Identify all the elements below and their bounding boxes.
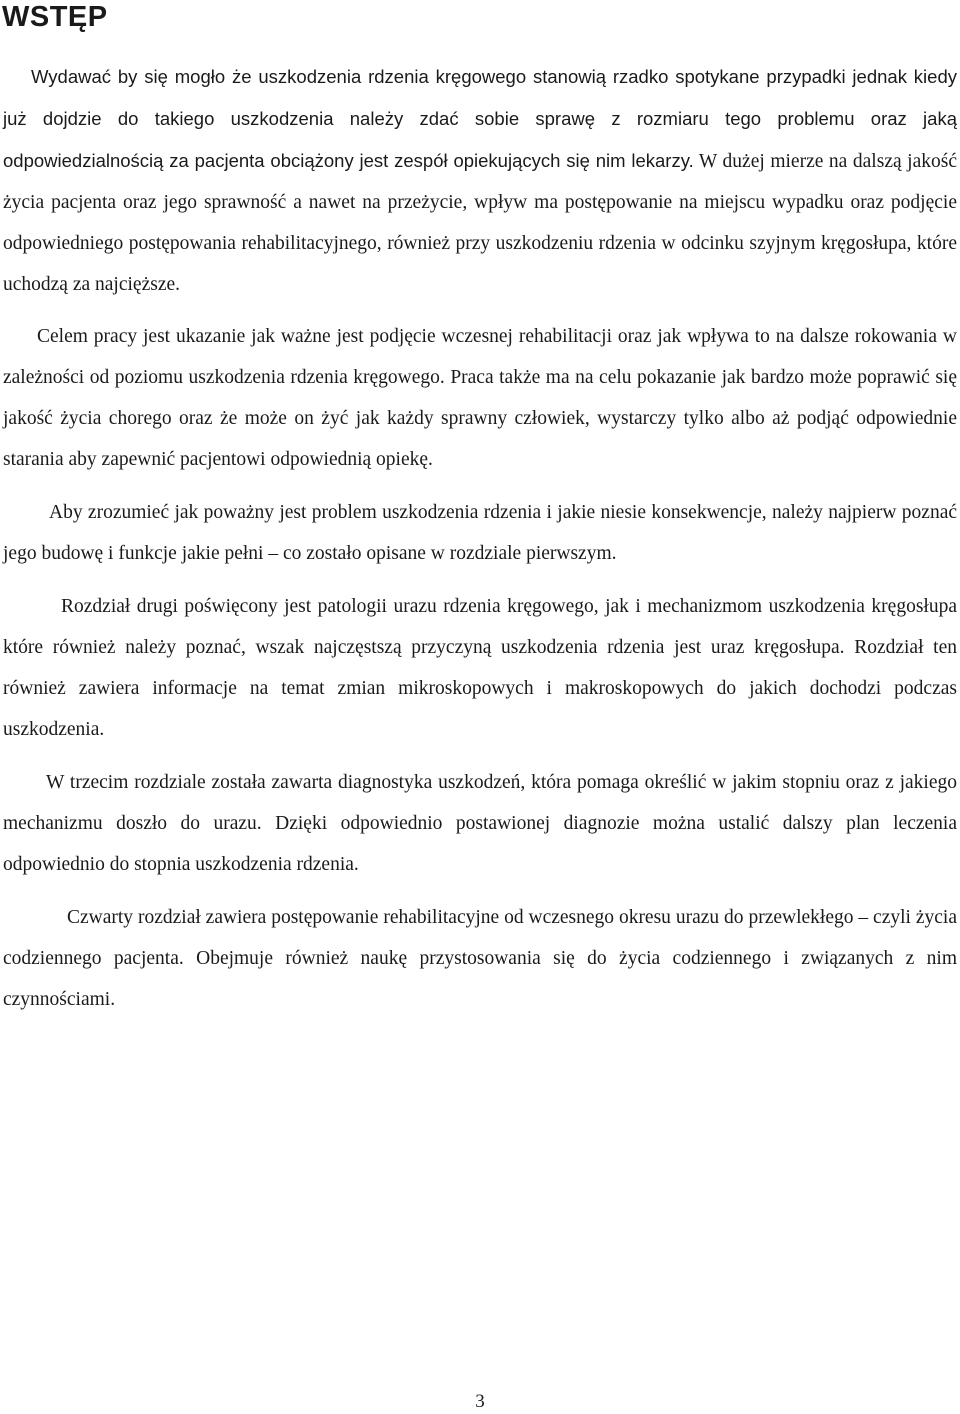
paragraph-chapter-3-text: W trzecim rozdziale została zawarta diagnostyka uszkodzeń, która pomaga określić w jakim stopniu oraz z jakiego mechanizmu doszło do urazu. Dzięki odpowiednio postawionej diagnozie można ustalić dalszy plan leczenia odpowiednio do stopnia uszkodzenia rdzenia.: [3, 772, 957, 875]
paragraph-chapter-1-text: Aby zrozumieć jak poważny jest problem uszkodzenia rdzenia i jakie niesie konsekwencje, należy najpierw poznać jego budowę i funkcje jakie pełni – co zostało opisane w rozdziale pierwszym.: [3, 502, 957, 564]
paragraph-chapter-2-text: Rozdział drugi poświęcony jest patologii urazu rdzenia kręgowego, jak i mechanizmom uszkodzenia kręgosłupa które również należy poznać, wszak najczęstszą przyczyną uszkodzenia rdzenia jest uraz kręgosłupa. Rozdział ten również zawiera informacje na temat zmian mikroskopowych i makroskopowych do jakich dochodzi podczas uszkodzenia.: [3, 596, 957, 740]
paragraph-aim-text: Celem pracy jest ukazanie jak ważne jest podjęcie wczesnej rehabilitacji oraz jak wpływa to na dalsze rokowania w zależności od poziomu uszkodzenia rdzenia kręgowego. Praca także ma na celu pokazanie jak bardzo może poprawić się jakość życia chorego oraz że może on żyć jak każdy sprawny człowiek, wystarczy tylko albo aż podjąć odpowiednie starania aby zapewnić pacjentowi odpowiednią opiekę.: [3, 326, 957, 470]
paragraph-aim: [3, 316, 957, 480]
paragraph-chapter-4-text: Czwarty rozdział zawiera postępowanie rehabilitacyjne od wczesnego okresu urazu do przewlekłego – czyli życia codziennego pacjenta. Obejmuje również naukę przystosowania się do życia codziennego i związanych z nim czynnościami.: [3, 907, 957, 1010]
paragraph-intro-run-1: Wydawać by się mogło że uszkodzenia rdzenia kręgowego stanowią rzadko spotykane przypadki jednak kiedy już dojdzie do takiego uszkodzenia należy zdać sobie sprawę z rozmiaru tego problemu oraz jaką odpowiedzialnością za pacjenta obciążony jest zespół opiekujących się nim lekarzy.: [3, 66, 957, 171]
document-body: [3, 56, 957, 1020]
paragraph-intro-run-2: W dużej mierze na dalszą jakość życia pacjenta oraz jego sprawność a nawet na przeżycie, wpływ ma postępowanie na miejscu wypadku oraz podjęcie odpowiedniego postępowania rehabilitacyjnego, również przy uszkodzeniu rdzenia w odcinku szyjnym kręgosłupa, które uchodzą za najcięższe.: [3, 151, 958, 295]
paragraph-chapter-1: [3, 492, 957, 574]
paragraph-chapter-3: [3, 762, 957, 885]
paragraph-chapter-4: [3, 897, 957, 1020]
page-title: WSTĘP: [2, 1, 108, 33]
paragraph-chapter-2: [3, 586, 957, 750]
paragraph-intro: [3, 56, 957, 305]
page-number: 3: [475, 1391, 485, 1412]
